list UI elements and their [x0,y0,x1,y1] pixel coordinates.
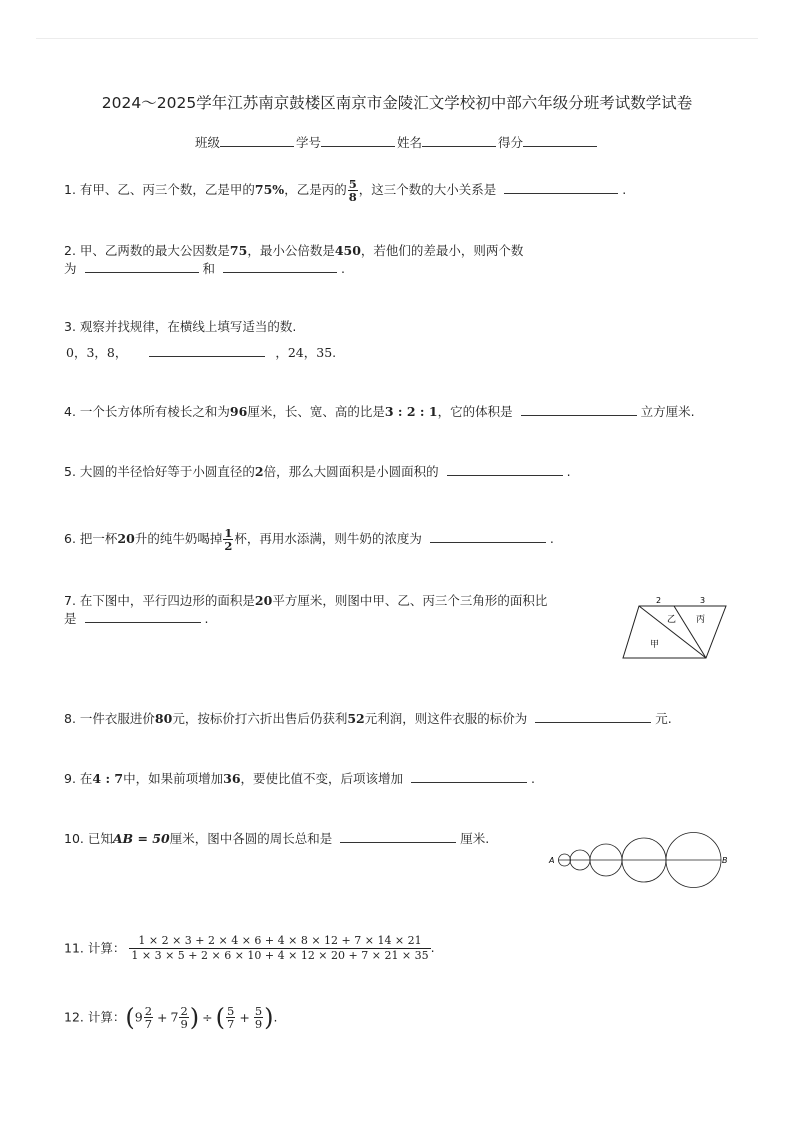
question-3-sequence: 0，3，8， ，24，35. [66,345,337,360]
question-3: 3. 观察并找规律，在横线上填写适当的数. [64,319,297,334]
question-9: 9. 在4 : 7中，如果前项增加36，要使比值不变，后项该增加 . [64,771,536,786]
name-label: 姓名 [397,135,423,150]
answer-blank[interactable] [430,530,546,543]
answer-blank[interactable] [521,403,637,416]
question-2-line2: 为 和 . [64,261,345,276]
header-rule [36,38,758,39]
page-title: 2024～2025学年江苏南京鼓楼区南京市金陵汇文学校初中部六年级分班考试数学试卷 [101,94,693,112]
question-6: 6. 把一杯20升的纯牛奶喝掉 $\frac{1}{2}$ 杯，再用水添满，则牛奶的浓度为 . [64,526,554,553]
question-7-line2: 是 . [64,611,209,626]
circles-figure [545,828,735,892]
question-8: 8. 一件衣服进价80元，按标价打六折出售后仍获利52元利润，则这件衣服的标价为 元. [64,711,672,726]
name-field[interactable] [422,134,496,147]
question-11: 11. 计算： $\frac{1 \times 2 \times 3 + 2 \times 4 \times 6 + 4 \times 8 \times 12 + 7 \times 14 \times 21}{1 \times 3 \times 5 + 2 \times 6 \times 10 + 4 \times 12 \times 20 + 7 \times 21 \times 35}$ . [64,934,435,962]
parallelogram-figure [618,592,734,664]
question-2: 2. 甲、乙两数的最大公因数是75，最小公倍数是450，若他们的差最小，则两个数 [64,243,524,258]
answer-blank[interactable] [149,344,265,357]
fraction-5-8: $\frac{5}{8}$ [348,177,357,204]
question-5: 5. 大圆的半径恰好等于小圆直径的2倍，那么大圆面积是小圆面积的 . [64,464,571,479]
class-field[interactable] [220,134,294,147]
class-label: 班级 [194,135,220,150]
fraction-1-2: $\frac{1}{2}$ [224,526,233,553]
answer-blank[interactable] [447,463,563,476]
question-1: 1. 有甲、乙、丙三个数，乙是甲的75%，乙是丙的 $\frac{5}{8}$ ，这三个数的大小关系是 . [64,177,627,204]
id-field[interactable] [321,134,395,147]
answer-blank[interactable] [535,710,651,723]
q11-fraction: $\frac{1 \times 2 \times 3 + 2 \times 4 \times 6 + 4 \times 8 \times 12 + 7 \times 14 \times 21}{1 \times 3 \times 5 + 2 \times 6 \times 10 + 4 \times 12 \times 20 + 7 \times 21 \times 35}$ [131,934,429,962]
student-info-row [0,133,794,151]
answer-blank[interactable] [504,181,618,194]
answer-blank[interactable] [85,610,201,623]
id-label: 学号 [295,135,321,150]
figure-label-bing: 丙 [696,615,706,625]
answer-blank[interactable] [223,260,337,273]
score-field[interactable] [523,134,597,147]
point-a-label: A [549,856,555,865]
answer-blank[interactable] [340,830,456,843]
figure-label-3: 3 [700,596,706,605]
question-10: 10. 已知AB = 50厘米，图中各圆的周长总和是 厘米. [64,831,490,846]
figure-label-yi: 乙 [667,615,677,625]
figure-label-jia: 甲 [650,640,660,650]
question-7: 7. 在下图中，平行四边形的面积是20平方厘米，则图中甲、乙、丙三个三角形的面积比 [64,593,548,608]
answer-blank[interactable] [411,770,527,783]
question-12: 12. 计算：(9 $\frac{2}{7}$ + 7 $\frac{2}{9}$ ) ÷ ( $\frac{5}{7}$ + $\frac{5}{9}$ ). [64,1003,278,1032]
point-b-label: B [722,856,728,865]
figure-label-2: 2 [656,596,662,605]
answer-blank[interactable] [85,260,199,273]
score-label: 得分 [498,135,524,150]
question-4: 4. 一个长方体所有棱长之和为96厘米，长、宽、高的比是3 : 2 : 1，它的体积是 立方厘米. [64,404,695,419]
